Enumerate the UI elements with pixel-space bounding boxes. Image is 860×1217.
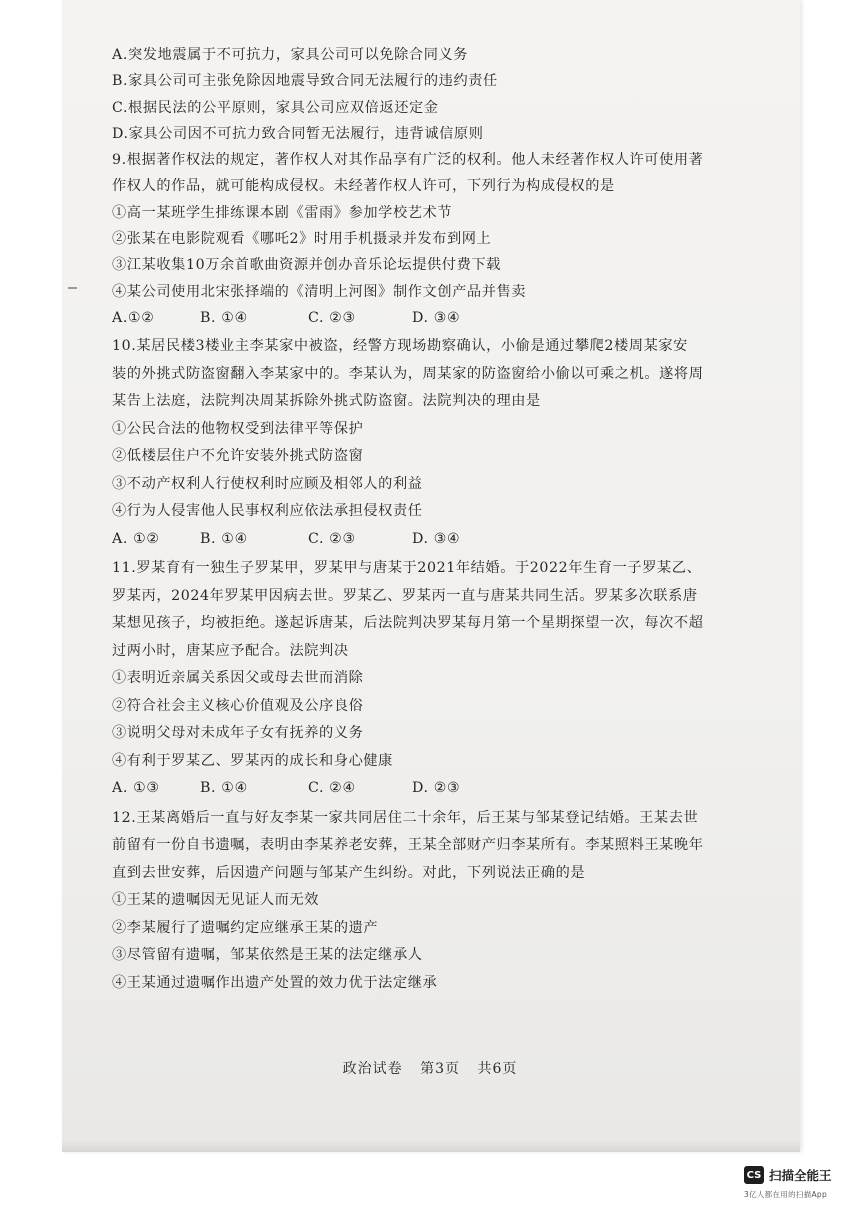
page-bottom-shadow [62,1140,800,1152]
q8-option-d: D.家具公司因不可抗力致合同暂无法履行，违背诚信原则 [112,125,484,142]
q10-answer-b: B. ①④ [200,530,248,547]
q9-answer-a: A.①② [112,309,155,326]
q10-item-2: ②低楼层住户不允许安装外挑式防盗窗 [112,448,364,465]
q12-stem-line-3: 直到去世安葬，后因遗产问题与邹某产生纠纷。对此，下列说法正确的是 [112,864,586,881]
q11-answer-d: D. ②③ [412,780,461,797]
q9-item-1: ①高一某班学生排练课本剧《雷雨》参加学校艺术节 [112,204,453,221]
q10-answer-d: D. ③④ [412,530,461,547]
q11-item-3: ③说明父母对未成年子女有抚养的义务 [112,725,364,742]
q11-answer-b: B. ①④ [200,780,248,797]
q10-item-1: ①公民合法的他物权受到法律平等保护 [112,420,364,437]
q12-stem-line-1: 12.王某离婚后一直与好友李某一家共同居住二十余年，后王某与邹某登记结婚。王某去世 [112,809,699,826]
page-footer [0,1058,860,1078]
q12-item-1: ①王某的遗嘱因无见证人而无效 [112,892,320,909]
q9-item-4: ④某公司使用北宋张择端的《清明上河图》制作文创产品并售卖 [112,283,527,300]
stray-scan-mark [68,287,77,289]
footer-page-number: 第3页 [420,1061,460,1077]
q9-answer-options [112,305,752,331]
footer-total-pages: 共6页 [477,1061,518,1077]
q11-stem-line-1: 11.罗某育有一独生子罗某甲，罗某甲与唐某于2021年结婚。于2022年生育一子罗某乙、 [112,560,702,577]
q9-item-3: ③江某收集10万余首歌曲资源并创办音乐论坛提供付费下载 [112,257,501,274]
q12-item-3: ③尽管留有遗嘱，邹某依然是王某的法定继承人 [112,947,423,964]
q8-option-b: B.家具公司可主张免除因地震导致合同无法履行的违约责任 [112,73,498,90]
q9-answer-d: D. ③④ [412,309,461,326]
q10-stem-line-1: 10.某居民楼3楼业主李某家中被盗，经警方现场勘察确认，小偷是通过攀爬2楼周某家安 [112,338,688,355]
watermark-app-name: 扫描全能王 [769,1168,832,1183]
q9-answer-c: C. ②③ [308,309,356,326]
q11-answer-options [112,775,752,803]
watermark-tagline: 3亿人都在用的扫描App [744,1190,828,1199]
q9-stem-line-1: 9.根据著作权法的规定，著作权人对其作品享有广泛的权利。他人未经著作权人许可使用著 [112,152,704,169]
footer-subject: 政治试卷 [342,1061,403,1077]
q12-item-2: ②李某履行了遗嘱约定应继承王某的遗产 [112,919,379,936]
q10-answer-c: C. ②③ [308,530,356,547]
q10-answer-options [112,526,752,554]
q11-answer-a: A. ①③ [112,780,160,797]
q11-answer-c: C. ②④ [308,780,356,797]
q8-option-c: C.根据民法的公平原则，家具公司应双倍返还定金 [112,99,439,116]
camscanner-logo-icon: CS [744,1166,764,1184]
q12-stem-line-2: 前留有一份自书遗嘱，表明由李某养老安葬，王某全部财产归李某所有。李某照料王某晚年 [112,837,704,854]
q11-stem-line-4: 过两小时，唐某应予配合。法院判决 [112,642,349,659]
q9-stem-line-2: 作权人的作品，就可能构成侵权。未经著作权人许可，下列行为构成侵权的是 [112,178,615,195]
q11-stem-line-3: 某想见孩子，均被拒绝。遂起诉唐某，后法院判决罗某每月第一个星期探望一次，每次不超 [112,615,704,632]
q10-item-3: ③不动产权利人行使权利时应顾及相邻人的利益 [112,475,423,492]
q9-answer-b: B. ①④ [200,309,248,326]
q9-item-2: ②张某在电影院观看《哪吒2》时用手机摄录并发布到网上 [112,231,492,248]
exam-content [112,42,752,997]
q10-item-4: ④行为人侵害他人民事权利应依法承担侵权责任 [112,503,423,520]
q11-item-1: ①表明近亲属关系因父或母去世而消除 [112,670,364,687]
q8-option-a: A.突发地震属于不可抗力，家具公司可以免除合同义务 [112,47,469,63]
q12-item-4: ④王某通过遗嘱作出遗产处置的效力优于法定继承 [112,974,438,991]
q10-answer-a: A. ①② [112,530,160,547]
q11-stem-line-2: 罗某丙，2024年罗某甲因病去世。罗某乙、罗某丙一直与唐某共同生活。罗某多次联系唐 [112,587,698,604]
q11-item-2: ②符合社会主义核心价值观及公序良俗 [112,697,364,714]
q11-item-4: ④有利于罗某乙、罗某丙的成长和身心健康 [112,752,393,769]
scanner-watermark [744,1166,832,1184]
q10-stem-line-2: 装的外挑式防盗窗翻入李某家中的。李某认为，周某家的防盗窗给小偷以可乘之机。遂将周 [112,365,704,382]
q10-stem-line-3: 某告上法庭，法院判决周某拆除外挑式防盗窗。法院判决的理由是 [112,393,541,410]
